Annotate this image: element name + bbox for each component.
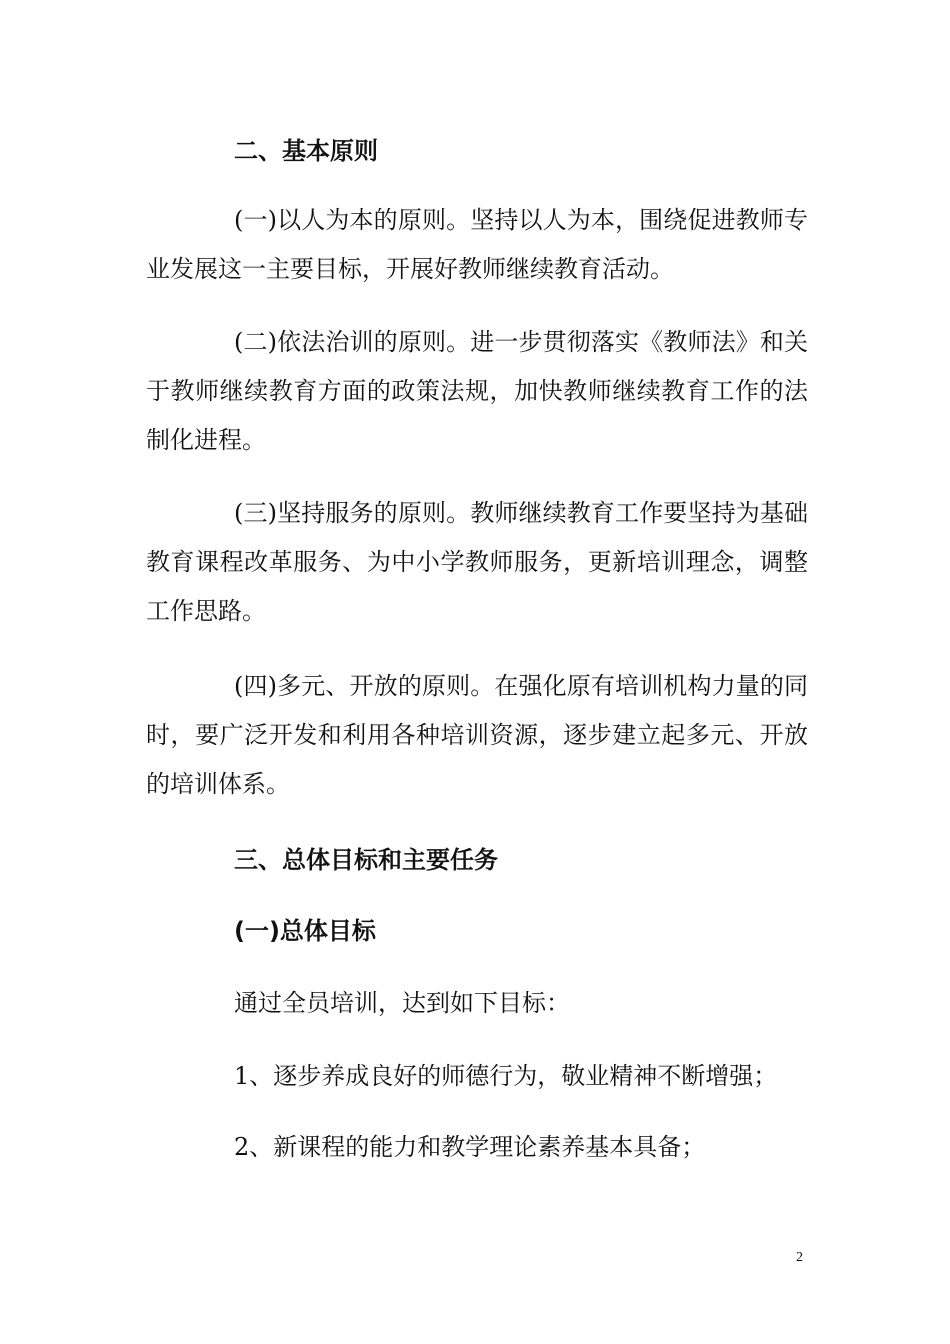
section-heading-basic-principles: 二、基本原则 — [234, 137, 378, 165]
section-heading-goals-tasks: 三、总体目标和主要任务 — [234, 846, 498, 874]
paragraph-service: (三)坚持服务的原则。教师继续教育工作要坚持为基础教育课程改革服务、为中小学教师服务，更新培训理念，调整工作思路。 — [146, 499, 808, 625]
subheading-overall-goal: (一)总体目标 — [234, 917, 376, 945]
page-number: 2 — [796, 1250, 803, 1265]
goal-item-2: 2、新课程的能力和教学理论素养基本具备； — [234, 1133, 706, 1161]
goal-intro-text: 通过全员培训，达到如下目标： — [234, 989, 570, 1017]
paragraph-people-oriented: (一)以人为本的原则。坚持以人为本，围绕促进教师专业发展这一主要目标，开展好教师继续教育活动。 — [146, 206, 808, 283]
paragraph-diverse-open: (四)多元、开放的原则。在强化原有培训机构力量的同时，要广泛开发和利用各种培训资源，逐步建立起多元、开放的培训体系。 — [146, 672, 808, 798]
goal-item-1: 1、逐步养成良好的师德行为，敬业精神不断增强； — [234, 1062, 778, 1090]
paragraph-rule-of-law: (二)依法治训的原则。进一步贯彻落实《教师法》和关于教师继续教育方面的政策法规，加快教师继续教育工作的法制化进程。 — [146, 328, 808, 454]
